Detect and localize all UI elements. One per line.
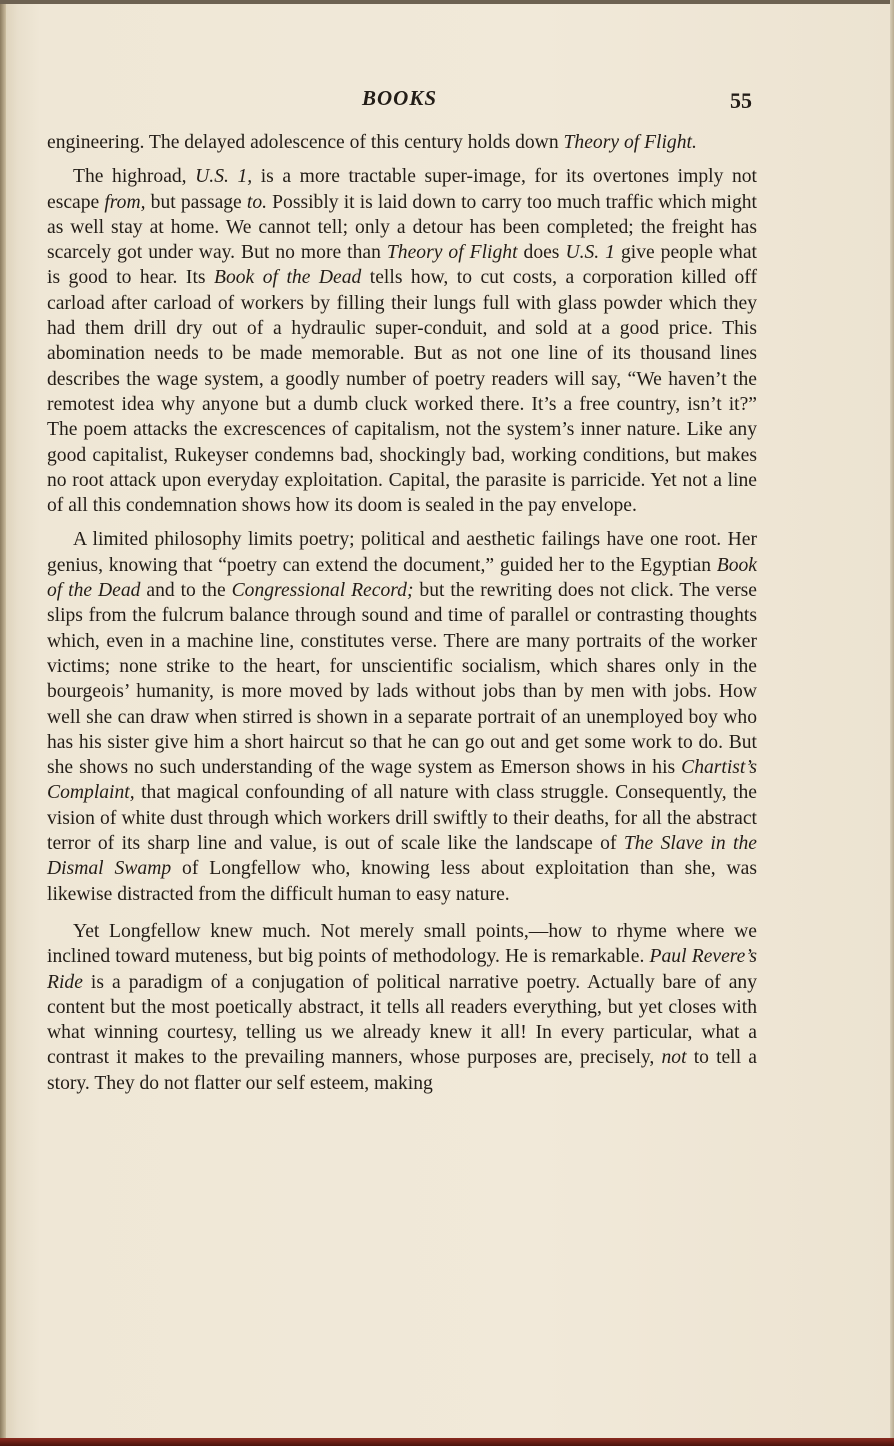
page-right-edge [890,0,894,1446]
text-run: The highroad, [73,166,196,188]
paragraph [47,919,757,1096]
italic-text-run: not [661,1047,687,1069]
body-text [47,130,757,1096]
text-run: but the rewriting does not click. The verse slips from the fulcrum balance through sound and time of parallel or contrasting thoughts which, even in a machine line, constitutes verse. There are many portraits of the worker victims; none strike to the heart, for unscientific socialism, which shares only in the bourgeois’ humanity, is more moved by lads without jobs than by men with jobs. How well she can draw when stirred is shown in a separate portrait of an unemployed boy who has his sister give him a short haircut so that he can go out and get some work to do. But she shows no such understanding of the wage system as Emerson shows in his [47,580,757,779]
italic-text-run: to. [246,191,268,213]
text-run: A limited philosophy limits poetry; political and aesthetic failings have one root. Her genius, knowing that “poetry can extend the document,” guided her to the Egyptian [47,529,757,576]
italic-text-run: Congressional Record; [231,580,414,602]
text-run: but passage [145,191,247,213]
page-number: 55 [730,88,752,113]
text-run: Yet Longfellow knew much. Not merely small points,—how to rhyme where we inclined toward muteness, but big points of methodology. He is remarkable. [47,920,757,968]
italic-text-run: The Slave in the Dismal Swamp [47,833,757,880]
italic-text-run: Book of the Dead [47,554,757,602]
paragraph [47,527,757,906]
text-run: that magical confounding of all nature with class struggle. Consequently, the vision of white dust through which workers drill swiftly to their deaths, for all the abstract terror of its sharp line and value, is out of scale like the landscape of [47,782,757,855]
paragraph [47,164,757,518]
section-title: BOOKS [362,86,438,110]
text-run: and to the [140,580,232,602]
page-spine-shadow [0,0,6,1446]
text-run: engineering. The delayed adolescence of this century holds down [47,132,564,153]
running-head [40,84,780,118]
italic-text-run: Paul Revere’s Ride [47,946,758,993]
text-run: does [517,242,566,264]
italic-text-run: Chartist’s Complaint, [47,757,757,804]
italic-text-run: U.S. 1 [565,242,615,264]
text-run: tells how, to cut costs, a corporation killed off carload after carload of workers by filling their lungs full with glass powder which they had them drill dry out of a hydraulic super-conduit, and sold at a good price. This abomination needs to be made memorable. But as not one line of its thousand lines describes the wage system, a goodly number of poetry readers will say, “We haven’t the remotest idea why anyone but a dumb cluck worked there. It’s a free country, isn’t it?” The poem attacks the excrescences of capitalism, not the system’s inner nature. Like any good capitalist, Rukeyser condemns bad, shockingly bad, working conditions, but makes no root attack upon everyday exploitation. Capital, the parasite is parricide. Yet not a line of all this condemnation shows how its doom is sealed in the pay envelope. [47,267,757,517]
italic-text-run: from, [104,191,146,213]
text-run: is a paradigm of a conjugation of political narrative poetry. Actually bare of any content but the most poetically abstract, it tells all readers everything, but yet closes with what winning courtesy, telling us we already knew it all! In every particular, what a contrast it makes to the prevailing manners, whose purposes are, precisely, [47,971,757,1069]
text-run: give people what is good to hear. Its [47,242,757,289]
italic-text-run: U.S. 1, [195,166,253,188]
italic-text-run: Book of the Dead [214,267,362,289]
text-run: Possibly it is laid down to carry too much traffic which might as well stay at home. We cannot tell; only a detour has been completed; the freight has scarcely got under way. But no more than [47,191,758,264]
text-run: is a more tractable super-image, for its overtones imply not escape [47,166,757,213]
paragraph [47,130,757,155]
italic-text-run: Theory of Flight [386,242,518,264]
italic-text-run: Theory of Flight. [563,132,697,153]
page-top-edge [0,0,894,4]
text-run: to tell a story. They do not flatter our self esteem, making [47,1047,757,1094]
page-bottom-edge [0,1438,894,1446]
text-run: of Longfellow who, knowing less about exploitation than she, was likewise distracted from the difficult human to easy nature. [47,858,757,905]
